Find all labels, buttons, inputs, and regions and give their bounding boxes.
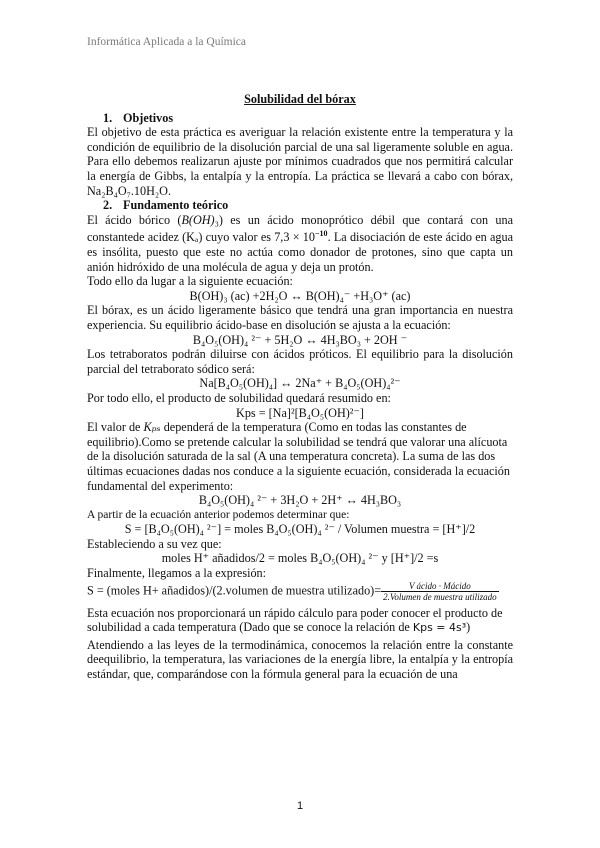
paragraph-calculo-rapido: Esta ecuación nos proporcionará un rápido cálculo para poder conocer el producto de solubilidad a cada temperatura (Dado que se conoce la relación de Kps = 4s³) xyxy=(87,605,503,635)
paragraph-finalmente: Finalmente, llegamos a la expresión: xyxy=(87,566,267,581)
equation-2: B₄O₅(OH)₄ ²⁻ + 5H₂O ↔ 4H₃BO₃ + 2OH ⁻ xyxy=(192,332,408,347)
equation-6: S = [B₄O₅(OH)₄ ²⁻] = moles B₄O₅(OH)₄ ²⁻ / Volumen muestra = [H⁺]/2 xyxy=(124,522,476,537)
page-number: 1 xyxy=(296,800,304,812)
equation-4: Kps = [Na]²[B₄O₅(OH)²⁻] xyxy=(236,405,364,420)
running-header: Informática Aplicada a la Química xyxy=(87,36,247,48)
section-heading-fundamento: 2. Fundamento teórico xyxy=(103,198,229,213)
equation-1: B(OH)₃ (ac) +2H₂O ↔ B(OH)₄⁻ +H₃O⁺ (ac) xyxy=(189,288,411,303)
equation-7: moles H⁺ añadidos/2 = moles B₄O₅(OH)₄ ²⁻ y [H⁺]/2 =s xyxy=(161,551,439,566)
page-title: Solubilidad del bórax xyxy=(244,92,356,106)
section-heading-objetivos: 1. Objetivos xyxy=(103,110,174,125)
paragraph-estableciendo: Estableciendo a su vez que: xyxy=(87,536,222,551)
paragraph-borax: El bórax, es un ácido ligeramente básico que tendrá una gran importancia en nuestra experiencia. Su equilibrio ácido-base en disolución se ajusta a la ecuación: xyxy=(87,303,513,332)
paragraph-tetraboratos: Los tetraboratos podrán diluirse con ácidos próticos. El equilibrio para la disolución parcial del tetraborato sódico será: xyxy=(87,347,513,376)
paragraph-ecuacion-intro: Todo ello da lugar a la siguiente ecuación: xyxy=(87,274,293,289)
paragraph-determinar: A partir de la ecuación anterior podemos determinar que: xyxy=(87,508,350,521)
equation-3: Na[B₄O₅(OH)₄] ↔ 2Na⁺ + B₄O₅(OH)₄²⁻ xyxy=(199,376,401,391)
paragraph-termodinamica: Atendiendo a las leyes de la termodinámica, conocemos la relación entre la constante deequilibrio, la temperatura, las variaciones de la energía libre, la entalpía y la entropía estándar, que, comparándose con la fórmula general para la ecuación de una xyxy=(87,637,513,682)
paragraph-acido-borico: El ácido bórico (B(OH)₃) es un ácido monoprótico débil que contará con una constantede acidez (Kₐ) cuyo valor es $7,3 \times 10^{-10}$. La disociación de este ácido en agua es insólita, puesto que este no actúa como donador de protones, sino que capta un anión hidróxido de una molécula de agua y deja un protón. xyxy=(87,212,513,274)
paragraph-producto-solubilidad: Por todo ello, el producto de solubilidad quedará resumido en: xyxy=(87,390,391,405)
equation-5: B₄O₅(OH)₄ ²⁻ + 3H₂O + 2H⁺ ↔ 4H₃BO₃ xyxy=(198,493,402,508)
equation-8: S = (moles H+ añadidos)/(2.volumen de muestra utilizado)= $\frac{\text{V ácido · Mácido}}{\text{2.Volumen de muestra utilizado}}$ xyxy=(87,580,497,602)
equation-8-fraction: $\frac{\text{V ácido · Mácido}}{\text{2.Volumen de muestra utilizado}}$ xyxy=(383,580,497,602)
paragraph-valor-kps: El valor de Kₚₛ dependerá de la temperatura (Como en todas las constantes de equilibrio).Como se pretende calcular la solubilidad se tendrá que valorar una alícuota de la disolución saturada de la sal (A una temperatura concreta). La suma de las dos últimas ecuaciones dadas nos conduce a la siguiente ecuación, considerada la ecuación fundamental del experimento: xyxy=(87,420,510,493)
document-body xyxy=(87,92,513,682)
paragraph-objetivos: El objetivo de esta práctica es averiguar la relación existente entre la temperatura y la condición de equilibrio de la disolución parcial de una sal ligeramente soluble en agua. Para ello debemos realizarun ajuste por mínimos cuadrados que nos permitirá calcular la energía de Gibbs, la entalpía y la entropía. La práctica se llevará a cabo con bórax, Na₂B₄O₇.10H₂O. xyxy=(87,125,513,198)
